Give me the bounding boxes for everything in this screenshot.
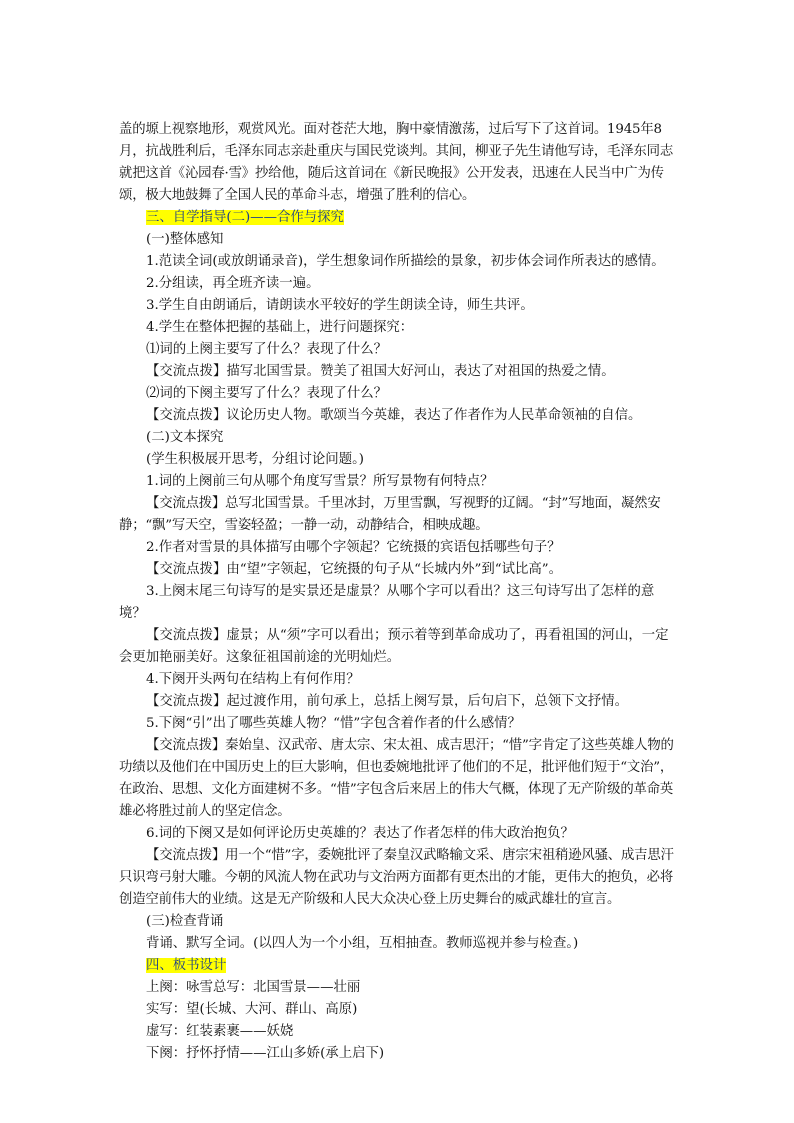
part2-answer-6: 【交流点拨】用一个“惜”字，委婉批评了秦皇汉武略输文采、唐宗宋祖稍逊风骚、成吉思汗只识弯弓射大雕。今朝的风流人物在武功与文治两方面都有更杰出的才能，更伟大的抱负，必将创造空前伟大的业绩。这是无产阶级和人民大众决心登上历史舞台的威武雄壮的宣言。 [119, 848, 674, 907]
board-line-3: 虚写：红装素裹——妖娆 [146, 1024, 294, 1039]
part2-question-5: 5.下阕“引”出了哪些英雄人物？“惜”字包含着作者的什么感情？ [146, 716, 521, 731]
part1-question-1: ⑴词的上阕主要写了什么？表现了什么？ [146, 342, 388, 357]
part3-text: 背诵、默写全词。(以四人为一个小组，互相抽查。教师巡视并参与检查。) [146, 936, 579, 951]
section4-heading [119, 955, 677, 977]
board-line-2: 实写：望(长城、大河、群山、高原) [146, 1002, 358, 1017]
document-page [119, 119, 677, 1065]
section3-heading-text: 三、自学指导(二)——合作与探究 [146, 210, 344, 225]
part2-question-2: 2.作者对雪景的具体描写由哪个字领起？它统摄的宾语包括哪些句子？ [146, 540, 561, 555]
part2-question-3: 3.上阕末尾三句诗写的是实景还是虚景？从哪个字可以看出？这三句诗写出了怎样的意境？ [119, 584, 655, 621]
part2-note: (学生积极展开思考，分组讨论问题。) [146, 452, 364, 467]
part2-answer-4: 【交流点拨】起过渡作用，前句承上，总括上阕写景，后句启下，总领下文抒情。 [146, 694, 629, 709]
part1-answer-1: 【交流点拨】描写北国雪景。赞美了祖国大好河山，表达了对祖国的热爱之情。 [146, 364, 615, 379]
part1-item-2: 2.分组读，再全班齐读一遍。 [146, 276, 320, 291]
section3-heading [119, 207, 677, 229]
part1-item-3: 3.学生自由朗诵后，请朗读水平较好的学生朗读全诗，师生共评。 [146, 298, 534, 313]
part2-answer-5: 【交流点拨】秦始皇、汉武帝、唐太宗、宋太祖、成吉思汗；“惜”字肯定了这些英雄人物的功绩以及他们在中国历史上的巨大影响，但也委婉地批评了他们的不足，批评他们短于“文治”，在政治、思想、文化方面建树不多。“惜”字包含后来居上的伟大气概，体现了无产阶级的革命英雄必将胜过前人的坚定信念。 [119, 738, 674, 819]
board-line-1: 上阕：咏雪总写：北国雪景——壮丽 [146, 980, 361, 995]
intro-paragraph: 盖的塬上视察地形，观赏风光。面对苍茫大地，胸中豪情激荡，过后写下了这首词。1945年8月，抗战胜利后，毛泽东同志亲赴重庆与国民党谈判。其间，柳亚子先生请他写诗，毛泽东同志就把这首《沁园春·雪》抄给他，随后这首词在《新民晚报》公开发表，迅速在人民当中广为传颂，极大地鼓舞了全国人民的革命斗志，增强了胜利的信心。 [119, 122, 674, 203]
part2-question-4: 4.下阕开头两句在结构上有何作用？ [146, 672, 360, 687]
part2-title: (二)文本探究 [146, 430, 224, 445]
part3-title: (三)检查背诵 [146, 914, 224, 929]
part1-question-2: ⑵词的下阕主要写了什么？表现了什么？ [146, 386, 388, 401]
part2-answer-3: 【交流点拨】虚景；从“须”字可以看出；预示着等到革命成功了，再看祖国的河山，一定会更加艳丽美好。这象征祖国前途的光明灿烂。 [119, 628, 669, 665]
board-line-4: 下阕：抒怀抒情——江山多娇(承上启下) [146, 1046, 385, 1061]
part2-question-1: 1.词的上阕前三句从哪个角度写雪景？所写景物有何特点？ [146, 474, 494, 489]
part2-answer-2: 【交流点拨】由“望”字领起，它统摄的句子从“长城内外”到“试比高”。 [146, 562, 563, 577]
part1-item-4: 4.学生在整体把握的基础上，进行问题探究： [146, 320, 414, 335]
part2-question-6: 6.词的下阕又是如何评论历史英雄的？表达了作者怎样的伟大政治抱负？ [146, 826, 574, 841]
part1-title: (一)整体感知 [146, 232, 224, 247]
part1-answer-2: 【交流点拨】议论历史人物。歌颂当今英雄，表达了作者作为人民革命领袖的自信。 [146, 408, 642, 423]
section4-heading-text: 四、板书设计 [146, 958, 227, 973]
part1-item-1: 1.范读全词(或放朗诵录音)，学生想象词作所描绘的景象，初步体会词作所表达的感情。 [146, 254, 665, 269]
part2-answer-1: 【交流点拨】总写北国雪景。千里冰封，万里雪飘，写视野的辽阔。“封”写地面，凝然安静；“飘”写天空，雪姿轻盈；一静一动，动静结合，相映成趣。 [119, 496, 661, 533]
